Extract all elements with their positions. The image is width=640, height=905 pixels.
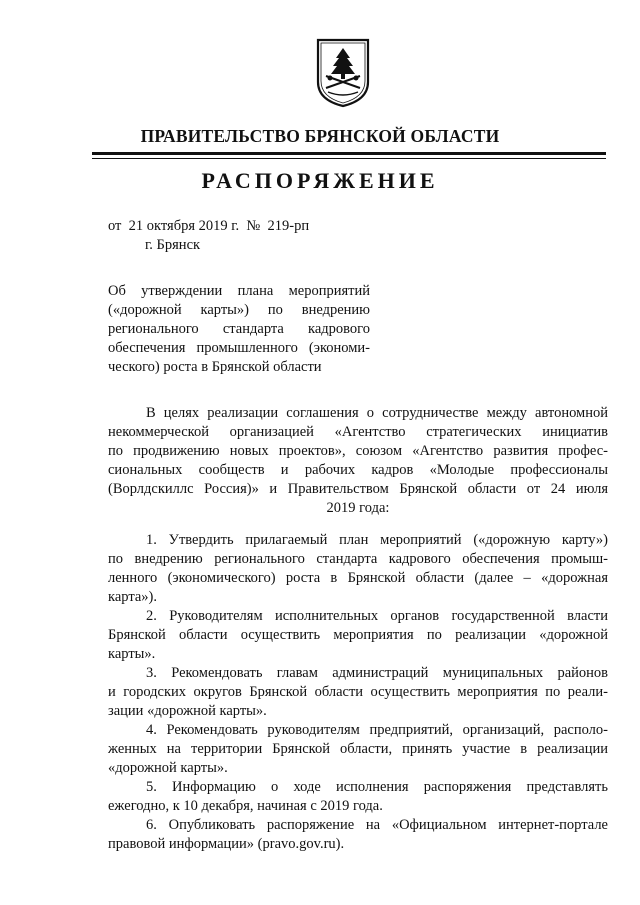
header-rule-thick xyxy=(92,152,606,155)
item-3 xyxy=(108,664,608,721)
body-line: сиональных сообществ и рабочих кадров «Молодые профессионалы xyxy=(108,462,608,478)
bryansk-coat-of-arms-icon xyxy=(316,38,370,108)
body-line: по внедрению регионального стандарта кадрового обеспечения промыш- xyxy=(108,551,608,567)
body-line: 5. Информацию о ходе исполнения распоряжения представлять xyxy=(146,779,608,795)
body-line: ленного (экономического) роста в Брянской области (далее – «дорожная xyxy=(108,570,608,586)
body-line: «дорожной карты». xyxy=(108,760,228,776)
body-line: 4. Рекомендовать руководителям предприятий, организаций, располо- xyxy=(146,722,608,738)
body-line: (Ворлдскиллс Россия)» и Правительством Брянской области от 24 июля xyxy=(108,481,608,497)
date-and-number: от 21 октября 2019 г. № 219-рп xyxy=(108,218,310,234)
item-2 xyxy=(108,607,608,664)
body-line: и городских округов Брянской области осуществить мероприятия по реали- xyxy=(108,684,608,700)
subject-line: Об утверждении плана мероприятий xyxy=(108,283,370,299)
item-4 xyxy=(108,721,608,778)
body-line: Брянской области осуществить мероприятия по реализации «дорожной xyxy=(108,627,608,643)
document-type: РАСПОРЯЖЕНИЕ xyxy=(201,168,439,193)
document-subject xyxy=(108,282,370,377)
body-line: правовой информации» (pravo.gov.ru). xyxy=(108,836,345,852)
body-line: карта»). xyxy=(108,589,157,605)
item-6 xyxy=(108,816,608,854)
body-line: 1. Утвердить прилагаемый план мероприятий («дорожную карту») xyxy=(146,532,608,548)
subject-line: («дорожной карты») по внедрению xyxy=(108,302,370,318)
subject-line: регионального стандарта кадрового xyxy=(108,321,370,337)
item-1 xyxy=(108,531,608,607)
body-line: 2. Руководителям исполнительных органов государственной власти xyxy=(146,608,608,624)
item-5 xyxy=(108,778,608,816)
body-line: 2019 года: xyxy=(326,500,390,516)
body-line: ежегодно, к 10 декабря, начиная с 2019 года. xyxy=(108,798,383,814)
body-line: карты». xyxy=(108,646,156,662)
preamble xyxy=(108,404,608,518)
body-line: зации «дорожной карты». xyxy=(108,703,267,719)
issue-city: г. Брянск xyxy=(145,237,201,253)
body-line: женных на территории Брянской области, принять участие в реализации xyxy=(108,741,608,757)
body-line: 3. Рекомендовать главам администраций муниципальных районов xyxy=(146,665,608,681)
body-line: некоммерческой организацией «Агентство стратегических инициатив xyxy=(108,424,608,440)
government-title: ПРАВИТЕЛЬСТВО БРЯНСКОЙ ОБЛАСТИ xyxy=(140,126,500,146)
header-rule-thin xyxy=(92,158,606,159)
body-line: по продвижению новых проектов», союзом «Агентство развития профес- xyxy=(108,443,608,459)
document-body xyxy=(108,404,608,854)
body-line: В целях реализации соглашения о сотрудничестве между автономной xyxy=(146,405,608,421)
subject-line: обеспечения промышленного (экономи- xyxy=(108,340,370,356)
body-line: 6. Опубликовать распоряжение на «Официальном интернет-портале xyxy=(146,817,608,833)
subject-line: ческого) роста в Брянской области xyxy=(108,359,322,375)
